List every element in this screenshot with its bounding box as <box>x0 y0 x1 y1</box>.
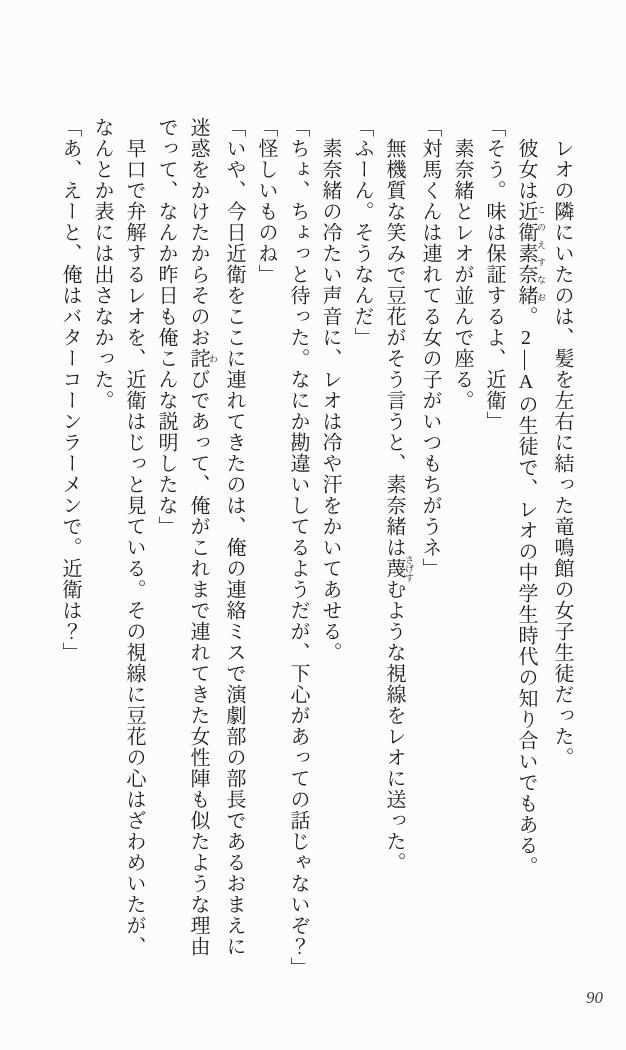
vertical-text-block <box>58 117 578 999</box>
text-line: 「ふーん。そうなんだ」 <box>351 117 373 348</box>
upright-character: 2 <box>515 327 537 350</box>
text-line: 彼女は近衛素奈緒 このえすなお。2―Aの生徒で、レオの中学生時代の知り合いでもある。 <box>515 138 546 877</box>
text-line: なんとか表には出さなかった。 <box>91 117 113 411</box>
text-line: 無機質な笑みで豆花がそう言うと、素奈緒は蔑 さげすむような視線をレオに送った。 <box>383 138 414 873</box>
text-line: レオの隣にいたのは、髪を左右に結った竜鳴館の女子生徒だった。 <box>551 138 573 768</box>
upright-character: A <box>515 371 537 394</box>
text-line: 「いや、今日近衛をここに連れてきたのは、俺の連絡ミスで演劇部の部長であるおまえに <box>223 117 245 957</box>
text-line: 「ちょ、ちょっと待った。なにか勘違いしてるようだが、下心があっての話じゃないぞ？」 <box>287 117 309 978</box>
text-line: 「あ、えーと、俺はバターコーンラーメンで。近衛は？」 <box>59 117 81 663</box>
furigana-ruby: 近衛素奈緒 このえすなお <box>515 201 546 306</box>
page-number: 90 <box>586 988 603 1007</box>
text-line: 素奈緒とレオが並んで座る。 <box>451 138 473 411</box>
furigana-ruby: 蔑 さげす <box>383 555 414 582</box>
text-line: 迷惑をかけたからそのお詫 わびであって、俺がこれまで連れてきた女性陣も似たような理由 <box>187 117 218 957</box>
text-line: 素奈緒の冷たい声音に、レオは冷や汗をかいてあせる。 <box>319 138 341 663</box>
text-line: 早口で弁解するレオを、近衛はじっと見ている。その視線に豆花の心はざわめいたが、 <box>123 138 145 957</box>
text-line: 「そう。味は保証するよ、近衛」 <box>483 117 505 432</box>
text-line: でって、なんか昨日も俺こんな説明したな」 <box>155 117 177 537</box>
furigana-ruby: 詫 わ <box>187 348 218 369</box>
text-line: 「怪しいものね」 <box>255 117 277 285</box>
text-line: 「対馬くんは連れてる女の子がいつもちがうネ」 <box>419 117 441 579</box>
